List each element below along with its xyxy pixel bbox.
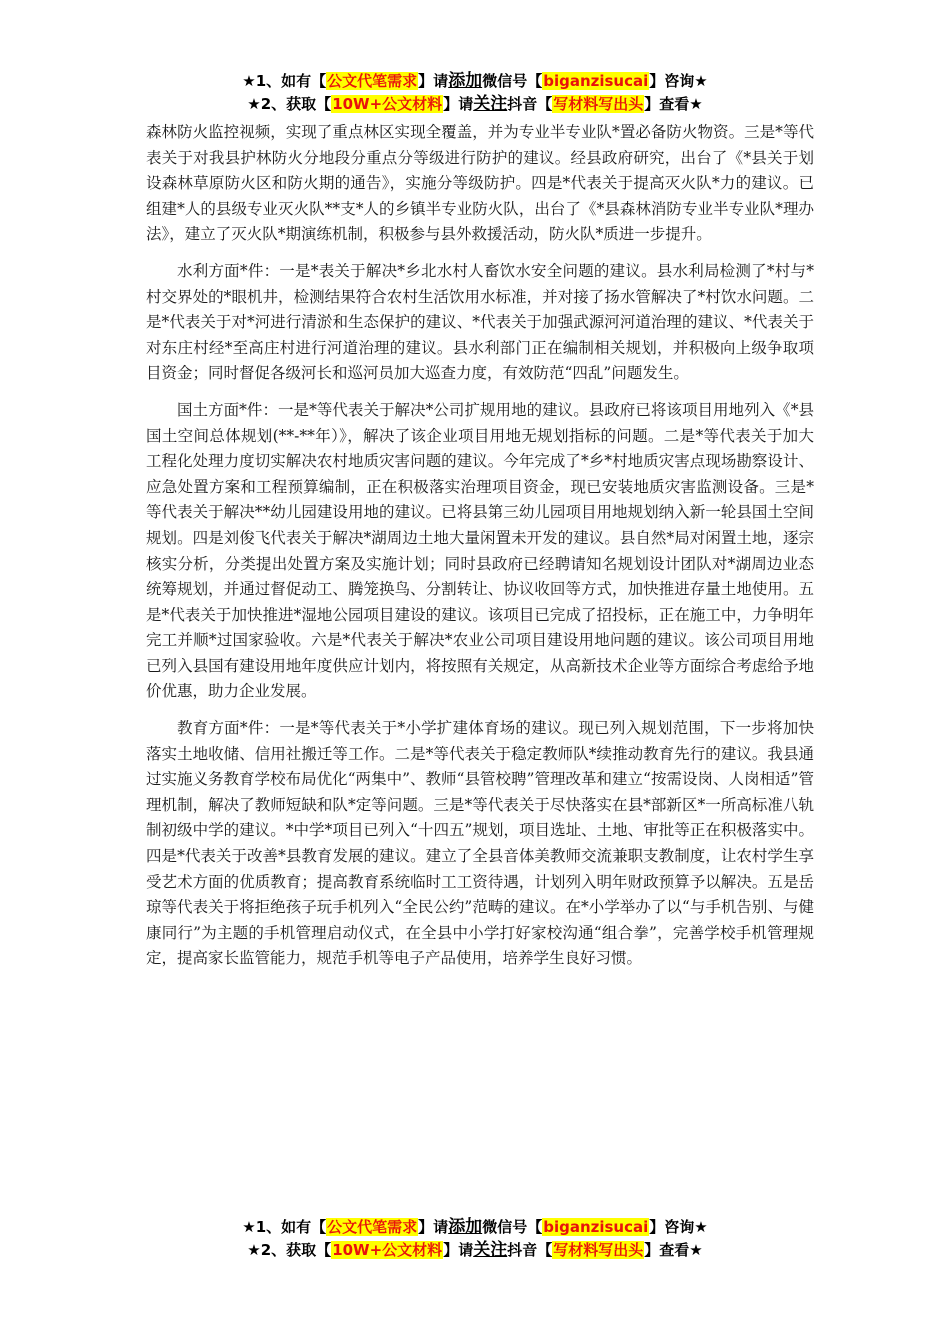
banner-wechat-id: biganzisucai (543, 1218, 649, 1236)
banner-text: 】查看★ (644, 1241, 703, 1259)
banner-text: 】请 (418, 1218, 449, 1236)
banner-emphasis: 添加 (448, 1217, 483, 1237)
banner-text: 抖音【 (507, 95, 553, 113)
banner-text: ★1、如有【 (242, 72, 327, 90)
banner-text: 】请 (443, 1241, 474, 1259)
paragraph-forest-fire: 森林防火监控视频，实现了重点林区实现全覆盖，并为专业半专业队*置必备防火物资。三是*等代表关于对我县护林防火分地段分重点分等级进行防护的建议。经县政府研究，出台了《*县关于划设森林草原防火区和防火期的通告》，实施分等级防护。四是*代表关于提高灭火队*力的建议。已组建*人的县级专业灭火队**支*人的乡镇半专业防火队，出台了《*县森林消防专业半专业队*理办法》，建立了灭火队*期演练机制，积极参与县外救援活动，防火队*质进一步提升。 (146, 123, 814, 244)
banner-text: 抖音【 (507, 1241, 553, 1259)
banner-emphasis: 关注 (473, 94, 508, 114)
paragraph-water: 水利方面*件：一是*表关于解决*乡北水村人畜饮水安全问题的建议。县水利局检测了*村与*村交界处的*眼机井，检测结果符合农村生活饮用水标准，并对接了扬水管解决了*村饮水问题。二是*代表关于对*河进行清淤和生态保护的建议、*代表关于加强武源河河道治理的建议、*代表关于对东庄村经*至高庄村进行河道治理的建议。县水利部门正在编制相关规划，并积极向上级争取项目资金；同时督促各级河长和巡河员加大巡查力度，有效防范“四乱”问题发生。 (146, 261, 814, 383)
banner-text: ★1、如有【 (242, 1218, 327, 1236)
footer-banner (0, 1216, 950, 1262)
banner-text: 】咨询★ (649, 72, 708, 90)
banner-emphasis: 关注 (473, 1240, 508, 1260)
banner-line-1 (0, 1216, 950, 1239)
banner-text: 】请 (443, 95, 474, 113)
banner-highlight: 10W+公文材料 (332, 1241, 443, 1259)
document-body (146, 120, 814, 983)
banner-text: 微信号【 (482, 1218, 543, 1236)
banner-highlight: 公文代笔需求 (327, 1218, 418, 1236)
banner-text: 微信号【 (482, 72, 543, 90)
banner-emphasis: 添加 (448, 71, 483, 91)
banner-text: 】咨询★ (649, 1218, 708, 1236)
banner-highlight: 10W+公文材料 (332, 95, 443, 113)
banner-line-2 (0, 1239, 950, 1262)
banner-douyin-id: 写材料写出头 (553, 95, 644, 113)
paragraph-land: 国土方面*件：一是*等代表关于解决*公司扩规用地的建议。县政府已将该项目用地列入《*县国土空间总体规划(**-**年）》，解决了该企业项目用地无规划指标的问题。二是*等代表关于加大工程化处理力度切实解决农村地质灾害问题的建议。今年完成了*乡*村地质灾害点现场勘察设计、应急处置方案和工程预算编制，正在积极落实治理项目资金，现已安装地质灾害监测设备。三是*等代表关于解决**幼儿园建设用地的建议。已将县第三幼儿园项目用地规划纳入新一轮县国土空间规划。四是刘俊飞代表关于解决*湖周边土地大量闲置未开发的建议。县自然*局对闲置土地，逐宗核实分析，分类提出处置方案及实施计划；同时县政府已经聘请知名规划设计团队对*湖周边业态统筹规划，并通过督促动工、腾笼换鸟、分割转让、协议收回等方式，加快推进存量土地使用。五是*代表关于加快推进*湿地公园项目建设的建议。该项目已完成了招投标，正在施工中，力争明年完工并顺*过国家验收。六是*代表关于解决*农业公司项目建设用地问题的建议。该公司项目用地已列入县国有建设用地年度供应计划内，将按照有关规定，从高新技术企业等方面综合考虑给予地价优惠，助力企业发展。 (146, 400, 814, 701)
banner-douyin-id: 写材料写出头 (553, 1241, 644, 1259)
paragraph-education: 教育方面*件：一是*等代表关于*小学扩建体育场的建议。现已列入规划范围，下一步将加快落实土地收储、信用社搬迁等工作。二是*等代表关于稳定教师队*续推动教育先行的建议。我县通过实施义务教育学校布局优化“两集中”、教师“县管校聘”管理改革和建立“按需设岗、人岗相适”管理机制，解决了教师短缺和队*定等问题。三是*等代表关于尽快落实在县*部新区*一所高标准八轨制初级中学的建议。*中学*项目已列入“十四五”规划，项目选址、土地、审批等正在积极落实中。四是*代表关于改善*县教育发展的建议。建立了全县音体美教师交流兼职支教制度，让农村学生享受艺术方面的优质教育；提高教育系统临时工工资待遇，计划列入明年财政预算予以解决。五是岳琼等代表关于将拒绝孩子玩手机列入“全民公约”范畴的建议。在*小学举办了以“与手机告别、与健康同行”为主题的手机管理启动仪式，在全县中小学打好家校沟通“组合拳”，完善学校手机管理规定，提高家长监管能力，规范手机等电子产品使用，培养学生良好习惯。 (146, 719, 814, 968)
header-banner (0, 70, 950, 116)
banner-highlight: 公文代笔需求 (327, 72, 418, 90)
banner-text: 】请 (418, 72, 449, 90)
banner-text: 】查看★ (644, 95, 703, 113)
banner-text: ★2、获取【 (247, 95, 332, 113)
banner-text: ★2、获取【 (247, 1241, 332, 1259)
banner-line-1 (0, 70, 950, 93)
banner-wechat-id: biganzisucai (543, 72, 649, 90)
banner-line-2 (0, 93, 950, 116)
